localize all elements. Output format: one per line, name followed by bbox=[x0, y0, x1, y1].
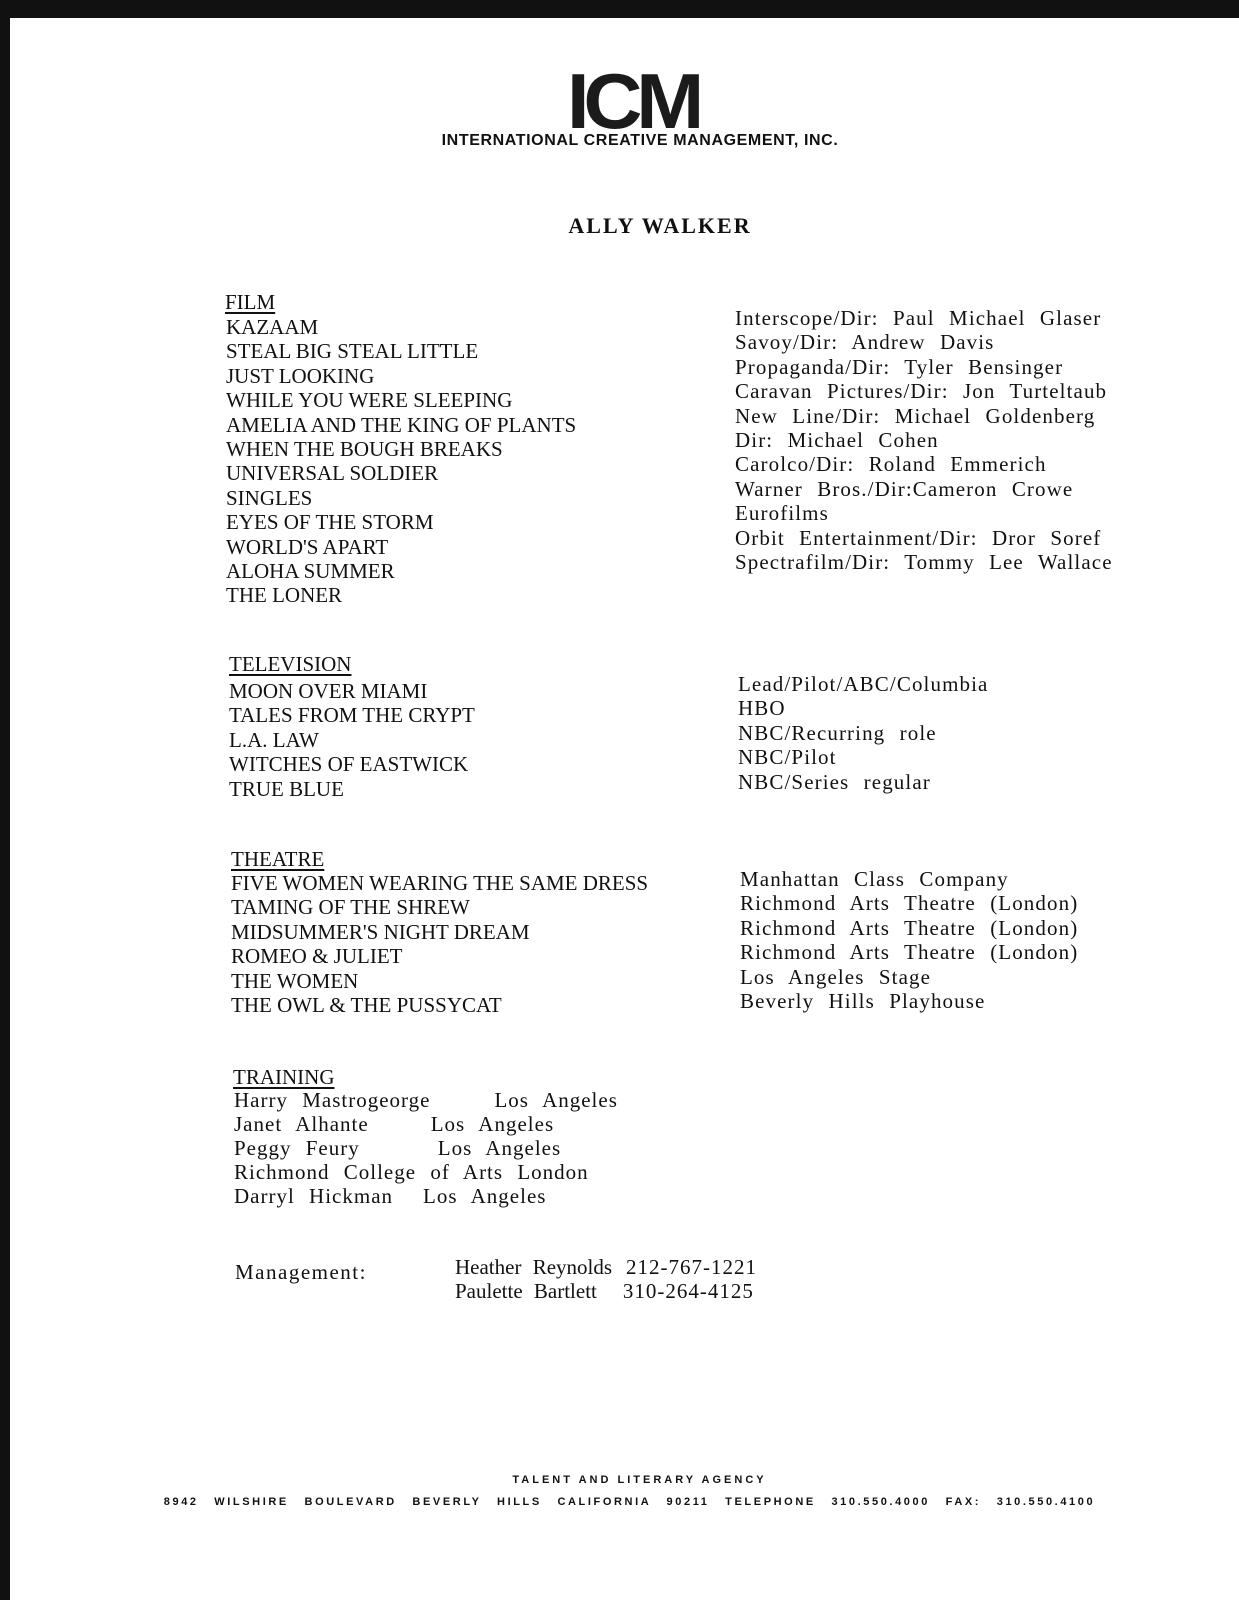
contact-name: Paulette Bartlett bbox=[455, 1279, 597, 1303]
film-titles bbox=[226, 315, 576, 608]
theatre-credits bbox=[740, 867, 1078, 1013]
theatre-credit: Richmond Arts Theatre (London) bbox=[740, 915, 1079, 940]
training-teacher: Janet Alhante bbox=[234, 1112, 369, 1136]
training-place: Los Angeles bbox=[437, 1136, 562, 1160]
management-contacts bbox=[455, 1255, 757, 1303]
film-title: EYES OF THE STORM bbox=[226, 510, 434, 535]
television-title: TRUE BLUE bbox=[229, 776, 344, 801]
film-credit: Orbit Entertainment/Dir: Dror Soref bbox=[735, 525, 1102, 550]
film-credit: Eurofilms bbox=[735, 501, 829, 526]
film-title: THE LONER bbox=[226, 583, 343, 608]
training-place: Los Angeles bbox=[430, 1112, 555, 1136]
film-credit: Savoy/Dir: Andrew Davis bbox=[735, 330, 995, 355]
film-credit: Dir: Michael Cohen bbox=[735, 428, 939, 453]
theatre-title: ROMEO & JULIET bbox=[231, 944, 403, 969]
television-title: TALES FROM THE CRYPT bbox=[229, 703, 475, 728]
company-name: INTERNATIONAL CREATIVE MANAGEMENT, INC. bbox=[441, 132, 839, 149]
film-title: WORLD'S APART bbox=[226, 534, 389, 559]
television-title: WITCHES OF EASTWICK bbox=[229, 752, 469, 777]
film-title: STEAL BIG STEAL LITTLE bbox=[226, 339, 479, 364]
theatre-credit: Richmond Arts Theatre (London) bbox=[740, 940, 1079, 965]
film-title: AMELIA AND THE KING OF PLANTS bbox=[226, 412, 577, 437]
television-title: MOON OVER MIAMI bbox=[229, 679, 428, 703]
management-contact bbox=[455, 1279, 757, 1303]
training-row bbox=[234, 1136, 618, 1160]
theatre-title: TAMING OF THE SHREW bbox=[231, 895, 470, 920]
theatre-credit: Richmond Arts Theatre (London) bbox=[740, 891, 1079, 916]
contact-phone: 212-767-1221 bbox=[626, 1255, 758, 1279]
training-place: Los Angeles bbox=[494, 1088, 618, 1112]
television-heading: TELEVISION bbox=[229, 652, 352, 676]
training-list bbox=[234, 1088, 618, 1208]
film-credit: Carolco/Dir: Roland Emmerich bbox=[735, 452, 1047, 477]
film-title: KAZAAM bbox=[226, 315, 319, 339]
television-credit: NBC/Pilot bbox=[738, 745, 837, 770]
film-title: WHILE YOU WERE SLEEPING bbox=[226, 388, 513, 413]
theatre-title: MIDSUMMER'S NIGHT DREAM bbox=[231, 919, 530, 944]
footer-address: 8942 WILSHIRE BOULEVARD BEVERLY HILLS CALIFORNIA 90211 TELEPHONE 310.550.4000 FAX: 310.550.4100 bbox=[163, 1496, 1096, 1508]
resume-page bbox=[10, 18, 1239, 1600]
training-teacher: Harry Mastrogeorge bbox=[234, 1088, 431, 1112]
theatre-title: THE OWL & THE PUSSYCAT bbox=[231, 993, 502, 1018]
training-teacher: Peggy Feury bbox=[234, 1136, 360, 1160]
theatre-credit: Beverly Hills Playhouse bbox=[740, 989, 986, 1014]
theatre-title: FIVE WOMEN WEARING THE SAME DRESS bbox=[231, 871, 649, 895]
training-place: Los Angeles bbox=[423, 1184, 547, 1208]
film-credit: Propaganda/Dir: Tyler Bensinger bbox=[735, 354, 1064, 379]
television-credit: HBO bbox=[738, 696, 786, 721]
film-credit: Warner Bros./Dir:Cameron Crowe bbox=[735, 476, 1074, 501]
film-title: WHEN THE BOUGH BREAKS bbox=[226, 437, 503, 462]
training-place: London bbox=[517, 1160, 589, 1184]
training-row bbox=[234, 1112, 618, 1136]
theatre-credit: Los Angeles Stage bbox=[740, 964, 932, 989]
film-credit: New Line/Dir: Michael Goldenberg bbox=[735, 403, 1096, 428]
management-label: Management: bbox=[235, 1260, 367, 1284]
theatre-heading: THEATRE bbox=[231, 847, 325, 871]
film-credits bbox=[735, 306, 1113, 574]
film-title: JUST LOOKING bbox=[226, 363, 375, 388]
television-credit: NBC/Series regular bbox=[738, 769, 931, 794]
icm-logo: ICM bbox=[566, 57, 699, 145]
theatre-title: THE WOMEN bbox=[231, 968, 359, 993]
footer-agency: TALENT AND LITERARY AGENCY bbox=[512, 1474, 767, 1486]
film-title: UNIVERSAL SOLDIER bbox=[226, 461, 439, 486]
actor-name: ALLY WALKER bbox=[568, 213, 752, 238]
film-credit: Spectrafilm/Dir: Tommy Lee Wallace bbox=[735, 550, 1113, 575]
management-contact bbox=[455, 1255, 757, 1279]
contact-phone: 310-264-4125 bbox=[622, 1279, 754, 1303]
television-titles bbox=[229, 679, 475, 801]
television-credit: Lead/Pilot/ABC/Columbia bbox=[738, 672, 989, 696]
film-credit: Caravan Pictures/Dir: Jon Turteltaub bbox=[735, 379, 1108, 404]
television-credits bbox=[738, 672, 988, 794]
training-row bbox=[234, 1160, 618, 1184]
television-title: L.A. LAW bbox=[229, 727, 319, 752]
film-title: ALOHA SUMMER bbox=[226, 559, 395, 584]
television-credit: NBC/Recurring role bbox=[738, 720, 937, 745]
training-row bbox=[234, 1184, 618, 1208]
contact-name: Heather Reynolds bbox=[455, 1255, 613, 1279]
training-teacher: Darryl Hickman bbox=[234, 1184, 394, 1208]
theatre-credit: Manhattan Class Company bbox=[740, 867, 1009, 891]
film-credit: Interscope/Dir: Paul Michael Glaser bbox=[735, 306, 1102, 330]
training-heading: TRAINING bbox=[233, 1065, 335, 1089]
training-teacher: Richmond College of Arts bbox=[234, 1160, 504, 1184]
theatre-titles bbox=[231, 871, 648, 1017]
training-row bbox=[234, 1088, 618, 1112]
film-heading: FILM bbox=[225, 290, 276, 314]
film-title: SINGLES bbox=[226, 485, 313, 510]
